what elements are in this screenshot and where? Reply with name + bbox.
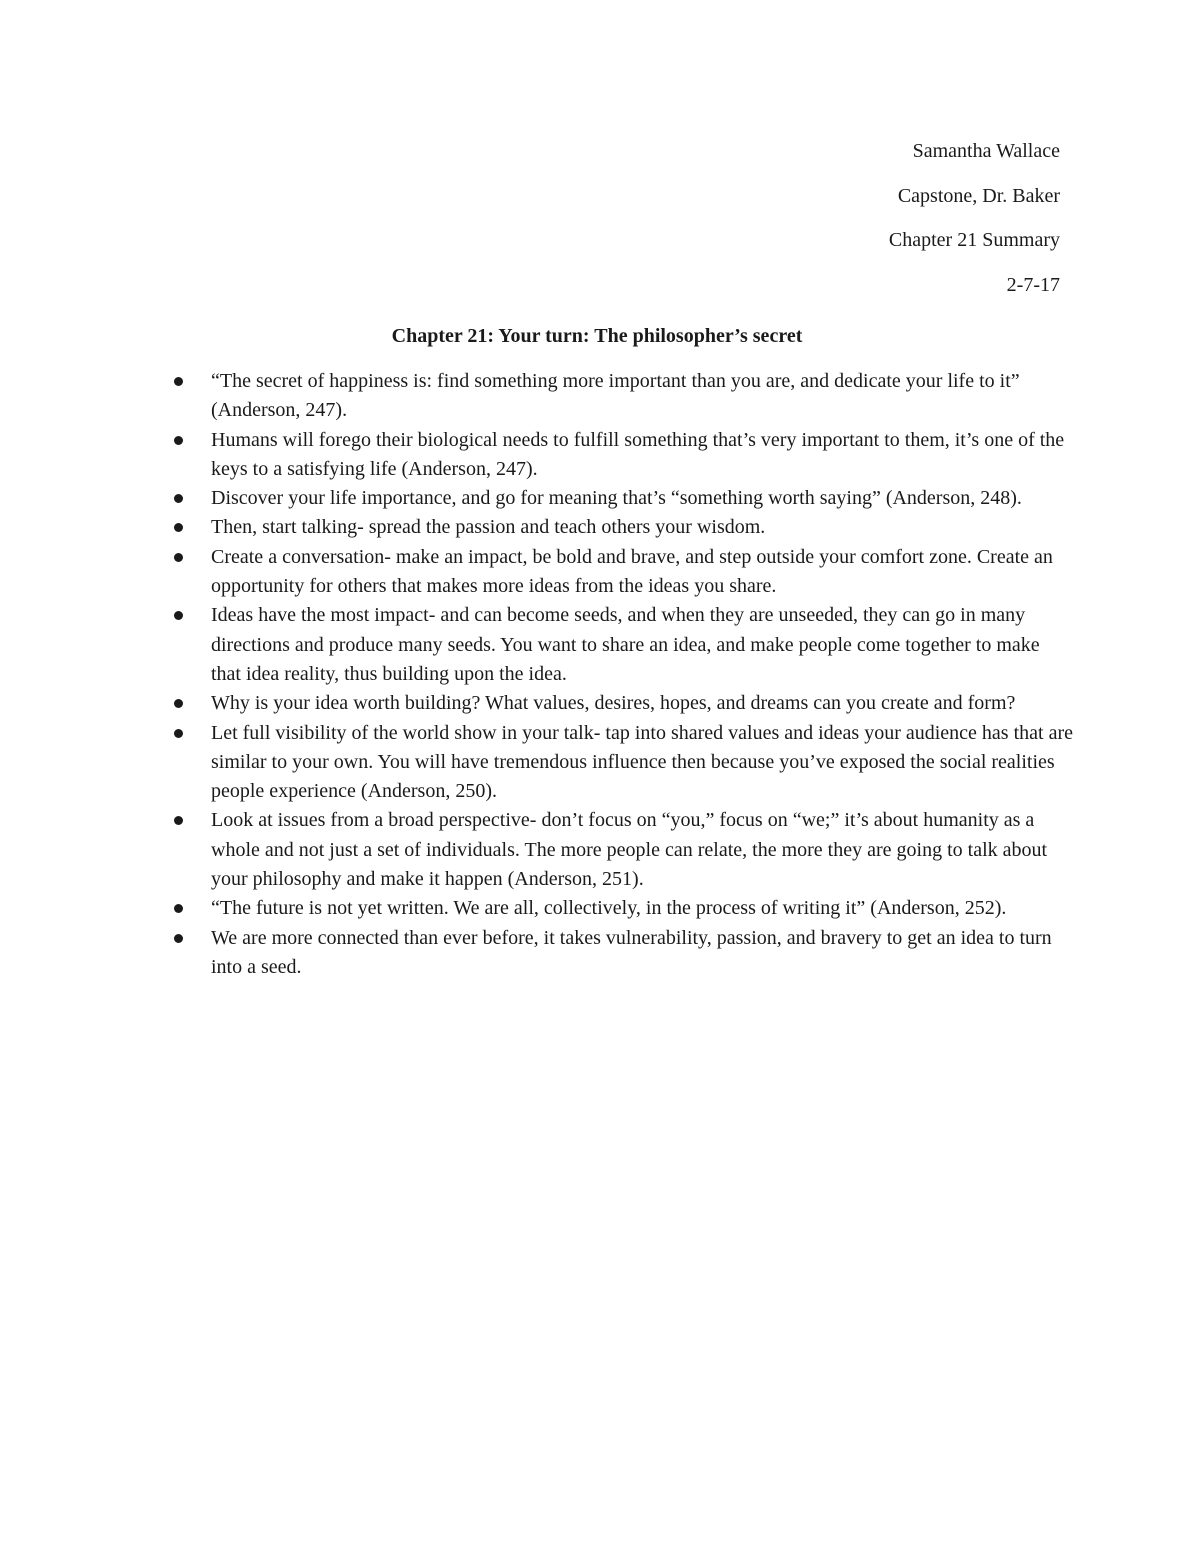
document-header	[660, 140, 1060, 318]
summary-bullet-list	[173, 367, 1073, 982]
bullet-icon	[174, 523, 183, 532]
list-item	[173, 426, 1073, 485]
chapter-title: Chapter 21: Your turn: The philosopher’s secret	[391, 325, 803, 347]
bullet-icon	[174, 699, 183, 708]
bullet-text: “The secret of happiness is: find something more important than you are, and dedicate your life to it” (Anderson, 247).	[211, 370, 1020, 422]
bullet-icon	[174, 436, 183, 445]
bullet-text: Humans will forego their biological needs to fulfill something that’s very important to them, it’s one of the keys to a satisfying life (Anderson, 247).	[211, 428, 1065, 480]
bullet-icon	[174, 816, 183, 825]
list-item	[173, 601, 1073, 689]
bullet-icon	[174, 611, 183, 620]
list-item	[173, 484, 1073, 513]
bullet-icon	[174, 904, 183, 913]
bullet-text: Ideas have the most impact- and can become seeds, and when they are unseeded, they can go in many directions and produce many seeds. You want to share an idea, and make people come together to make that idea reality, thus building upon the idea.	[211, 604, 1040, 685]
list-item	[173, 924, 1073, 983]
list-item	[173, 894, 1073, 923]
assignment-name: Chapter 21 Summary	[888, 229, 1060, 251]
list-item	[173, 719, 1073, 807]
bullet-text: Why is your idea worth building? What values, desires, hopes, and dreams can you create and form?	[211, 692, 1016, 715]
bullet-icon	[174, 934, 183, 943]
list-item	[173, 513, 1073, 542]
list-item	[173, 689, 1073, 718]
list-item	[173, 806, 1073, 894]
list-item	[173, 367, 1073, 426]
bullet-text: “The future is not yet written. We are all, collectively, in the process of writing it” (Anderson, 252).	[211, 897, 1007, 920]
bullet-text: Let full visibility of the world show in your talk- tap into shared values and ideas your audience has that are similar to your own. You will have tremendous influence then because you’ve exposed the social realities people experience (Anderson, 250).	[211, 721, 1073, 803]
bullet-icon	[174, 729, 183, 738]
course-name: Capstone, Dr. Baker	[897, 184, 1060, 207]
document-date: 2-7-17	[1006, 273, 1060, 296]
bullet-text: Create a conversation- make an impact, be bold and brave, and step outside your comfort zone. Create an opportunity for others that makes more ideas from the ideas you share.	[211, 545, 1053, 598]
bullet-icon	[174, 553, 183, 562]
bullet-text: We are more connected than ever before, it takes vulnerability, passion, and bravery to get an idea to turn into a seed.	[211, 926, 1052, 978]
bullet-text: Then, start talking- spread the passion and teach others your wisdom.	[211, 516, 766, 539]
list-item	[173, 543, 1073, 602]
bullet-text: Look at issues from a broad perspective- don’t focus on “you,” focus on “we;” it’s about humanity as a whole and not just a set of individuals. The more people can relate, the more they are going to talk about your philosophy and make it happen (Anderson, 251).	[211, 809, 1048, 891]
bullet-text: Discover your life importance, and go for meaning that’s “something worth saying” (Anderson, 248).	[211, 487, 1022, 510]
author-name: Samantha Wallace	[912, 140, 1060, 162]
bullet-icon	[174, 377, 183, 386]
bullet-icon	[174, 494, 183, 503]
